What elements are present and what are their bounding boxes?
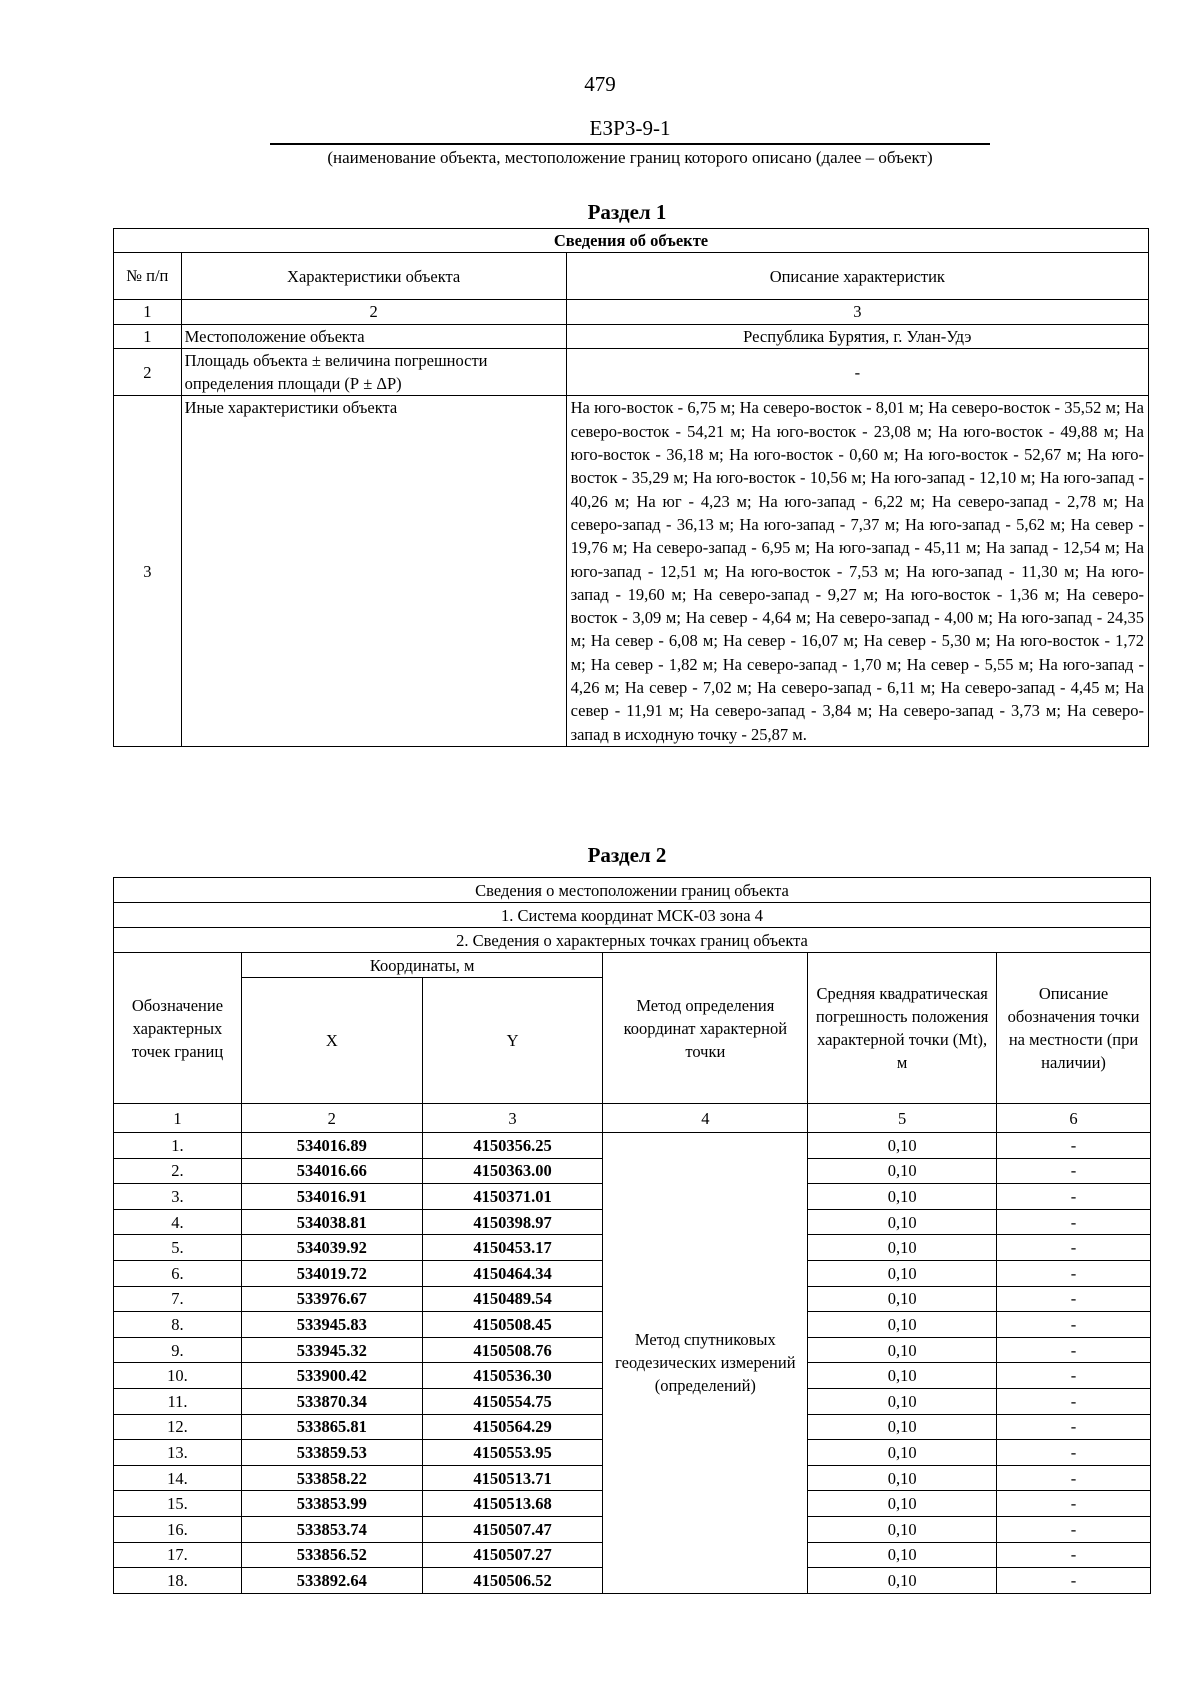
column-number: 1 (114, 1104, 242, 1133)
point-y: 4150507.47 (422, 1516, 603, 1542)
point-y: 4150564.29 (422, 1414, 603, 1440)
point-y: 4150453.17 (422, 1235, 603, 1261)
point-x: 533858.22 (241, 1465, 422, 1491)
point-y: 4150356.25 (422, 1133, 603, 1159)
point-error: 0,10 (808, 1184, 997, 1210)
point-description: - (997, 1491, 1151, 1517)
point-description: - (997, 1337, 1151, 1363)
point-y: 4150508.76 (422, 1337, 603, 1363)
points-body (114, 1133, 1151, 1594)
point-error: 0,10 (808, 1337, 997, 1363)
point-description: - (997, 1209, 1151, 1235)
header-method: Метод определения координат характерной точки (603, 953, 808, 1104)
point-error: 0,10 (808, 1440, 997, 1466)
point-error: 0,10 (808, 1542, 997, 1568)
point-y: 4150371.01 (422, 1184, 603, 1210)
column-number-row (114, 300, 1149, 324)
characteristic-name: Площадь объекта ± величина погрешности определения площади (Р ± ΔР) (181, 348, 566, 396)
page-number: 479 (584, 72, 616, 96)
characteristic-name: Местоположение объекта (181, 324, 566, 348)
heading-coordinate-system: 1. Система координат МСК-03 зона 4 (114, 903, 1151, 928)
point-description: - (997, 1184, 1151, 1210)
table-row (114, 324, 1149, 348)
point-id: 7. (114, 1286, 242, 1312)
point-x: 533865.81 (241, 1414, 422, 1440)
table-row (114, 348, 1149, 396)
point-id: 11. (114, 1388, 242, 1414)
header-point-label: Обозначение характерных точек границ (114, 953, 242, 1104)
point-id: 13. (114, 1440, 242, 1466)
characteristic-value: - (566, 348, 1148, 396)
point-id: 3. (114, 1184, 242, 1210)
table-row (114, 1133, 1151, 1159)
point-x: 533976.67 (241, 1286, 422, 1312)
row-number: 3 (114, 396, 182, 746)
point-error: 0,10 (808, 1286, 997, 1312)
point-y: 4150507.27 (422, 1542, 603, 1568)
column-number: 3 (422, 1104, 603, 1133)
point-x: 533856.52 (241, 1542, 422, 1568)
table-heading-row (114, 903, 1151, 928)
row-number: 2 (114, 348, 182, 396)
point-id: 10. (114, 1363, 242, 1389)
section1-title: Раздел 1 (587, 200, 667, 224)
point-error: 0,10 (808, 1568, 997, 1594)
point-x: 533900.42 (241, 1363, 422, 1389)
point-description: - (997, 1542, 1151, 1568)
point-description: - (997, 1465, 1151, 1491)
point-description: - (997, 1133, 1151, 1159)
column-number: 2 (241, 1104, 422, 1133)
point-id: 9. (114, 1337, 242, 1363)
point-id: 4. (114, 1209, 242, 1235)
column-number: 6 (997, 1104, 1151, 1133)
point-error: 0,10 (808, 1133, 997, 1159)
point-y: 4150513.68 (422, 1491, 603, 1517)
heading-boundaries: Сведения о местоположении границ объекта (114, 878, 1151, 903)
header-y: Y (422, 978, 603, 1104)
object-name: ЕЗРЗ-9-1 (589, 116, 671, 140)
point-error: 0,10 (808, 1312, 997, 1338)
table-title-row (114, 229, 1149, 253)
characteristic-value: Республика Бурятия, г. Улан-Удэ (566, 324, 1148, 348)
point-y: 4150554.75 (422, 1388, 603, 1414)
point-description: - (997, 1363, 1151, 1389)
header-description: Описание характеристик (566, 253, 1148, 300)
characteristic-name: Иные характеристики объекта (181, 396, 566, 746)
table-heading-row (114, 928, 1151, 953)
point-x: 534019.72 (241, 1260, 422, 1286)
header-coordinates: Координаты, м (241, 953, 603, 978)
point-y: 4150508.45 (422, 1312, 603, 1338)
point-x: 534038.81 (241, 1209, 422, 1235)
point-description: - (997, 1260, 1151, 1286)
point-error: 0,10 (808, 1516, 997, 1542)
point-y: 4150536.30 (422, 1363, 603, 1389)
object-info-table (113, 228, 1149, 747)
point-description: - (997, 1286, 1151, 1312)
point-x: 533853.74 (241, 1516, 422, 1542)
point-x: 533853.99 (241, 1491, 422, 1517)
point-id: 5. (114, 1235, 242, 1261)
column-number: 1 (114, 300, 182, 324)
point-y: 4150464.34 (422, 1260, 603, 1286)
point-id: 15. (114, 1491, 242, 1517)
point-id: 6. (114, 1260, 242, 1286)
point-error: 0,10 (808, 1414, 997, 1440)
point-method: Метод спутниковых геодезических измерений (определений) (603, 1133, 808, 1594)
point-description: - (997, 1388, 1151, 1414)
boundary-points-table (113, 877, 1151, 1594)
point-x: 533945.83 (241, 1312, 422, 1338)
point-x: 533892.64 (241, 1568, 422, 1594)
object-name-underline (270, 143, 990, 145)
point-id: 16. (114, 1516, 242, 1542)
row-number: 1 (114, 324, 182, 348)
point-id: 1. (114, 1133, 242, 1159)
point-id: 2. (114, 1158, 242, 1184)
point-y: 4150489.54 (422, 1286, 603, 1312)
point-y: 4150506.52 (422, 1568, 603, 1594)
point-error: 0,10 (808, 1465, 997, 1491)
point-id: 12. (114, 1414, 242, 1440)
table-heading-row (114, 878, 1151, 903)
point-y: 4150363.00 (422, 1158, 603, 1184)
point-error: 0,10 (808, 1363, 997, 1389)
header-number: № п/п (114, 253, 182, 300)
column-number: 4 (603, 1104, 808, 1133)
point-x: 533870.34 (241, 1388, 422, 1414)
point-error: 0,10 (808, 1388, 997, 1414)
point-description: - (997, 1414, 1151, 1440)
point-error: 0,10 (808, 1209, 997, 1235)
column-number-row (114, 1104, 1151, 1133)
point-x: 533945.32 (241, 1337, 422, 1363)
point-description: - (997, 1440, 1151, 1466)
header-point-description: Описание обозначения точки на местности (при наличии) (997, 953, 1151, 1104)
point-description: - (997, 1516, 1151, 1542)
table-row (114, 396, 1149, 746)
header-x: X (241, 978, 422, 1104)
point-x: 533859.53 (241, 1440, 422, 1466)
characteristic-value: На юго-восток - 6,75 м; На северо-восток - 8,01 м; На северо-восток - 35,52 м; На северо-восток - 54,21 м; На юго-восток - 23,08 м; На юго-восток - 49,88 м; На юго-восток - 36,18 м; На юго-восток - 0,60 м; На юго-восток - 52,67 м; На юго-восток - 35,29 м; На юго-восток - 10,56 м; На юго-запад - 12,10 м; На юго-запад - 40,26 м; На юг - 4,23 м; На юго-запад - 6,22 м; На северо-запад - 2,78 м; На северо-запад - 36,13 м; На юго-запад - 7,37 м; На юго-запад - 5,62 м; На север - 19,76 м; На северо-запад - 6,95 м; На юго-запад - 45,11 м; На запад - 12,54 м; На юго-запад - 12,51 м; На юго-восток - 7,53 м; На юго-запад - 11,30 м; На юго-запад - 19,60 м; На северо-запад - 9,27 м; На юго-восток - 1,36 м; На северо-восток - 3,09 м; На север - 4,64 м; На северо-запад - 4,00 м; На юго-запад - 24,35 м; На север - 6,08 м; На север - 16,07 м; На север - 5,30 м; На юго-восток - 1,72 м; На север - 1,82 м; На северо-запад - 1,70 м; На север - 5,55 м; На юго-запад - 4,26 м; На север - 7,02 м; На северо-запад - 6,11 м; На северо-запад - 4,45 м; На север - 11,91 м; На северо-запад - 3,84 м; На северо-запад - 3,73 м; На северо-запад в исходную точку - 25,87 м. (566, 396, 1148, 746)
point-error: 0,10 (808, 1235, 997, 1261)
point-id: 8. (114, 1312, 242, 1338)
point-id: 17. (114, 1542, 242, 1568)
point-error: 0,10 (808, 1260, 997, 1286)
point-description: - (997, 1235, 1151, 1261)
point-x: 534039.92 (241, 1235, 422, 1261)
point-x: 534016.66 (241, 1158, 422, 1184)
heading-points: 2. Сведения о характерных точках границ объекта (114, 928, 1151, 953)
column-number: 2 (181, 300, 566, 324)
header-row (114, 253, 1149, 300)
table-title: Сведения об объекте (114, 229, 1149, 253)
object-caption: (наименование объекта, местоположение границ которого описано (далее – объект) (327, 148, 933, 167)
point-y: 4150553.95 (422, 1440, 603, 1466)
point-id: 14. (114, 1465, 242, 1491)
point-description: - (997, 1312, 1151, 1338)
point-y: 4150513.71 (422, 1465, 603, 1491)
header-row (114, 953, 1151, 978)
point-x: 534016.91 (241, 1184, 422, 1210)
point-y: 4150398.97 (422, 1209, 603, 1235)
point-error: 0,10 (808, 1158, 997, 1184)
header-characteristics: Характеристики объекта (181, 253, 566, 300)
header-error: Средняя квадратическая погрешность положения характерной точки (Мt), м (808, 953, 997, 1104)
point-error: 0,10 (808, 1491, 997, 1517)
point-id: 18. (114, 1568, 242, 1594)
point-description: - (997, 1568, 1151, 1594)
section2-title: Раздел 2 (587, 843, 667, 867)
column-number: 3 (566, 300, 1148, 324)
point-description: - (997, 1158, 1151, 1184)
point-x: 534016.89 (241, 1133, 422, 1159)
column-number: 5 (808, 1104, 997, 1133)
